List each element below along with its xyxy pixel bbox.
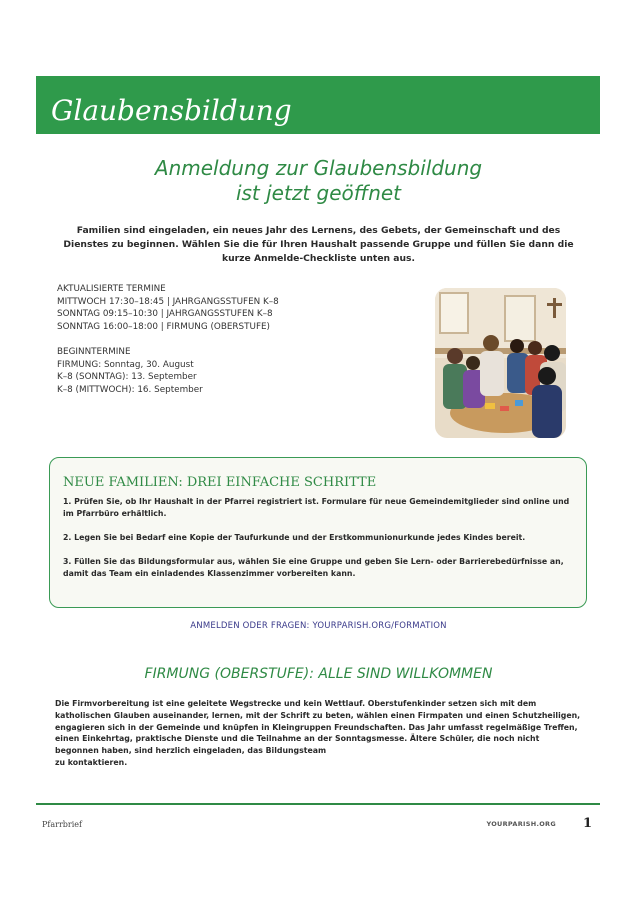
list-item: 3. Füllen Sie das Bildungsformular aus, wählen Sie eine Gruppe und geben Sie Lern- oder Barrierebedürfnisse an, damit das Team ein einladendes Klassenzimmer vorbereiten kann.	[63, 557, 564, 578]
page-number: 1	[583, 816, 593, 831]
steps-list	[63, 496, 573, 592]
footer-publication: Pfarrbrief	[42, 820, 82, 829]
list-item: 1. Prüfen Sie, ob Ihr Haushalt in der Pfarrei registriert ist. Formulare für neue Gemeindemitglieder sind online und im Pfarrbüro erhältlich.	[63, 497, 570, 518]
list-item: 2. Legen Sie bei Bedarf eine Kopie der Taufurkunde und der Erstkommunionurkunde jedes Kindes bereit.	[63, 533, 526, 542]
schedule-line: MITTWOCH 17:30–18:45 | JAHRGANGSSTUFEN K–8	[57, 296, 279, 307]
new-families-box	[49, 457, 587, 608]
registration-link[interactable]: ANMELDEN ODER FRAGEN: YOURPARISH.ORG/FORMATION	[190, 621, 447, 631]
updated-times-heading: AKTUALISIERTE TERMINE	[57, 284, 166, 294]
banner-title: Glaubensbildung	[51, 94, 292, 127]
schedule-line: SONNTAG 09:15–10:30 | JAHRGANGSSTUFEN K–8	[57, 309, 273, 319]
schedule-line: SONNTAG 16:00–18:00 | FIRMUNG (OBERSTUFE)	[57, 321, 270, 332]
steps-title: NEUE FAMILIEN: DREI EINFACHE SCHRITTE	[63, 475, 377, 490]
start-date-line: FIRMUNG: Sonntag, 30. August	[57, 359, 194, 370]
intro-paragraph: Familien sind eingeladen, ein neues Jahr des Lernens, des Gebets, der Gemeinschaft und des Dienstes zu beginnen. Wählen Sie die für Ihren Haushalt passende Gruppe und füllen Sie dann die kurze Anmelde-Checkliste unten aus.	[63, 225, 574, 264]
headline-line-2: ist jetzt geöffnet	[235, 181, 402, 205]
confirmation-paragraph: Die Firmvorbereitung ist eine geleitete Wegstrecke und kein Wettlauf. Oberstufenkinder setzen sich mit dem katholischen Glauben auseinander, lernen, mit der Schrift zu beten, wählen einen Firmpaten und einen Schutzheiligen, engagieren sich in der Gemeinde und knüpfen in Kleingruppen Freundschaften. Das Jahr umfasst regelmäßige Treffen, einen Einkehrtag, praktische Dienste und die Teilnahme an der Sonntagsmesse. Ältere Schüler, die noch nicht begonnen haben, sind herzlich eingeladen, das Bildungsteam	[55, 699, 581, 756]
classroom-photo	[435, 288, 566, 438]
start-date-line: K–8 (SONNTAG): 13. September	[57, 372, 197, 382]
confirmation-body	[55, 698, 585, 769]
footer-website[interactable]: YOURPARISH.ORG	[486, 820, 556, 828]
header-banner	[36, 76, 600, 134]
page-headline	[60, 156, 577, 206]
confirmation-paragraph-end: zu kontaktieren.	[55, 757, 128, 767]
start-date-line: K–8 (MITTWOCH): 16. September	[57, 384, 203, 395]
footer-divider	[36, 803, 600, 805]
schedule-block	[57, 283, 417, 396]
start-dates-heading: BEGINNTERMINE	[57, 347, 131, 357]
headline-line-1: Anmeldung zur Glaubensbildung	[154, 156, 483, 180]
confirmation-heading: FIRMUNG (OBERSTUFE): ALLE SIND WILLKOMMEN	[144, 666, 493, 682]
